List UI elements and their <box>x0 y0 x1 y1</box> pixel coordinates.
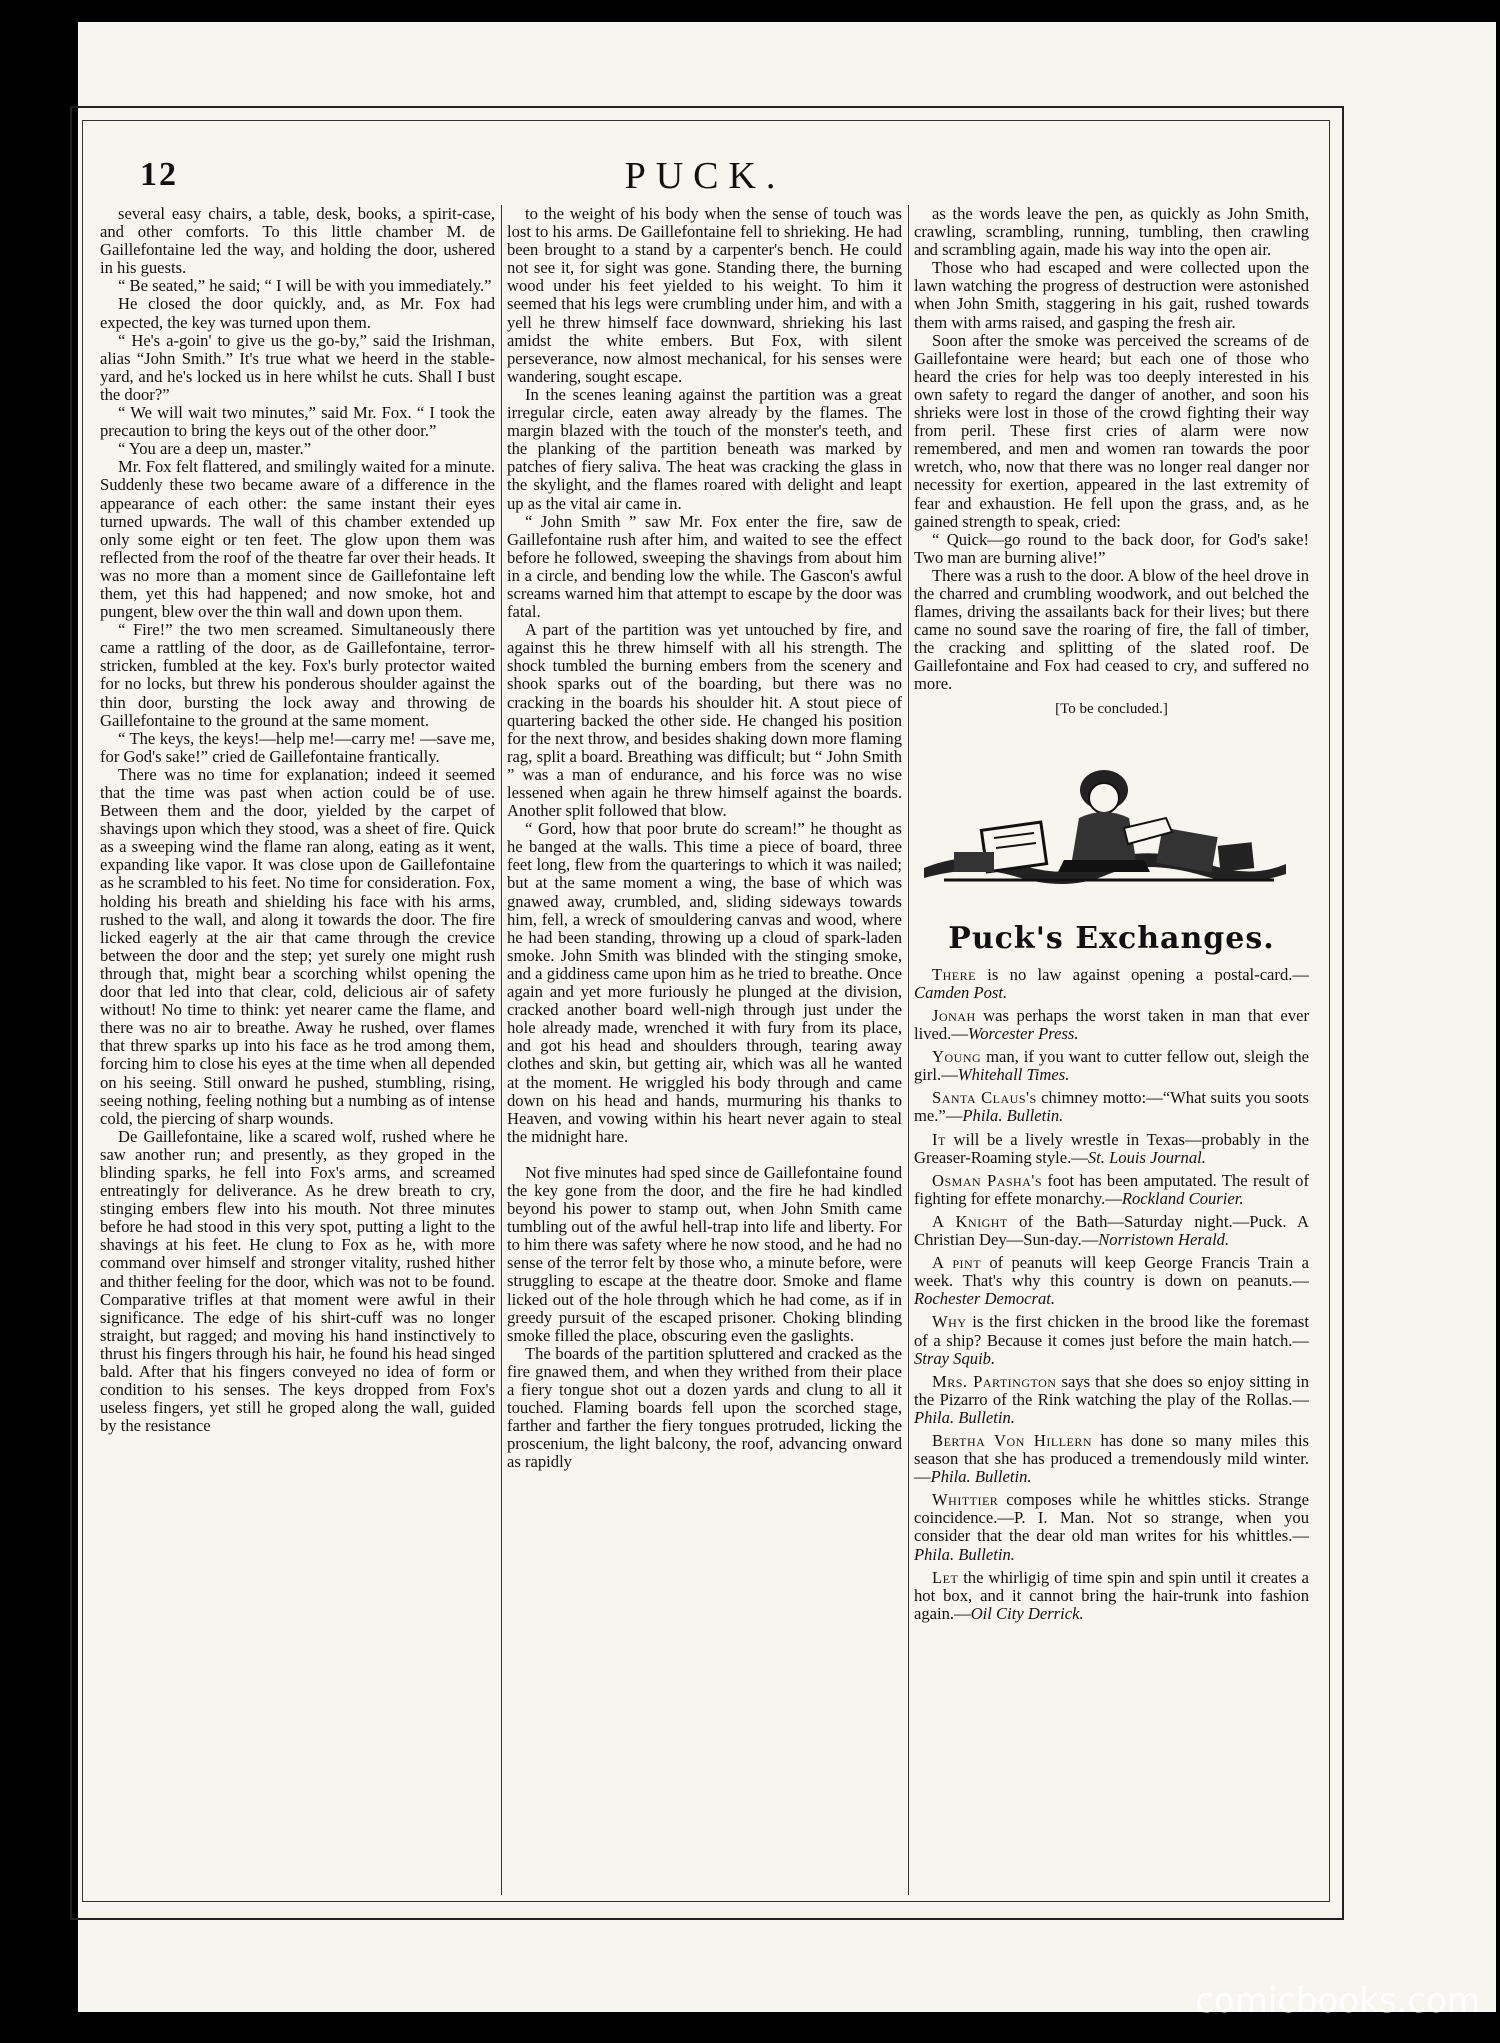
exchange-lead: Mrs. Partington <box>932 1371 1057 1391</box>
exchange-source: Camden Post. <box>914 982 1008 1002</box>
exchange-text: of peanuts will keep George Francis Train a week. That's why this country is down on peanuts.— <box>914 1253 1309 1291</box>
masthead-title: PUCK. <box>624 155 786 197</box>
paragraph: In the scenes leaning against the partition was a great irregular circle, eaten away already by the flames. The margin blazed with the touch of the monster's teeth, and the planking of the partition beneath was marked by patches of fiery saliva. The heat was cracking the glass in the skylight, and the flames roared with delight and leapt up as the vital air came in. <box>507 384 902 513</box>
paragraph: He closed the door quickly, and, as Mr. Fox had expected, the key was turned upon them. <box>100 294 495 332</box>
exchange-source: St. Louis Journal. <box>1087 1147 1206 1167</box>
exchange-item <box>914 1131 1309 1167</box>
exchange-item <box>914 1007 1309 1043</box>
paragraph: Mr. Fox felt flattered, and smilingly waited for a minute. Suddenly these two became aware of a difference in the appearance of each other: the same instant their eyes turned upwards. The wall of this chamber extended up only some eight or ten feet. The glow upon them was reflected from the roof of the theatre far over their heads. It was no more than a moment since de Gaillefontaine left them, yet this had happened; and now smoke, hot and pungent, blew over the thin wall and down upon them. <box>100 457 495 622</box>
exchange-lead: Young <box>932 1047 982 1067</box>
exchange-item <box>914 966 1309 1002</box>
exchange-lead: Osman Pasha's <box>932 1170 1043 1190</box>
exchange-text: foot has been amputated. The result of fighting for effete monarchy.— <box>914 1170 1309 1208</box>
exchange-lead: It <box>932 1129 946 1149</box>
exchange-text: the whirligig of time spin and spin until it creates a hot box, and it cannot bring the hair-trunk into fashion again.— <box>914 1567 1309 1623</box>
exchange-text: chimney motto:—“What suits you soots me.”— <box>914 1088 1309 1126</box>
exchange-item <box>914 1373 1309 1427</box>
paragraph: “ Quick—go round to the back door, for God's sake! Two man are burning alive!” <box>914 529 1309 567</box>
paragraph: “ He's a-goin' to give us the go-by,” said the Irishman, alias “John Smith.” It's true what we heerd in the stable-yard, and he's locked us in here whilst he cuts. Shall I bust the door?” <box>100 330 495 404</box>
exchange-item <box>914 1172 1309 1208</box>
paragraph: “ Be seated,” he said; “ I will be with you immediately.” <box>118 276 492 296</box>
exchange-lead: Santa Claus's <box>932 1088 1037 1108</box>
exchange-source: Oil City Derrick. <box>970 1603 1084 1623</box>
paragraph: The boards of the partition spluttered and cracked as the fire gnawed them, and when they writhed from their place a fiery tongue shot out a dozen yards and clung to all it touched. Flaming boards fell upon the scorched stage, farther and farther the fiery tongues protruded, licking the proscenium, the light balcony, the roof, advancing onward as rapidly <box>507 1343 902 1472</box>
exchange-item <box>914 1313 1309 1367</box>
paragraph: De Gaillefontaine, like a scared wolf, rushed where he saw another run; and presently, as they groped in the blinding sparks, he fell into Fox's arms, and screamed entreatingly for deliverance. As he drew breath to cry, stinging embers flew into his mouth. Not three minutes before he had stood in this very spot, putting a light to the shavings at his feet. He clung to Fox as he, with more command over himself and stronger vitality, rushed hither and thither feeling for the door, which was not to be found. Comparative trifles at that moment were awful in their significance. The edge of his shirt-cuff was no longer straight, but ragged; and moving his hand instinctively to thrust his fingers through his hair, he found his head singed bald. After that his fingers conveyed no idea of form or condition to his senses. The keys dropped from Fox's useless fingers, yet still he groped along the wall, guided by the resistance <box>100 1126 495 1436</box>
exchange-source: Phila. Bulletin. <box>930 1467 1032 1487</box>
exchange-text: man, if you want to cutter fellow out, sleigh the girl.— <box>914 1047 1309 1085</box>
exchange-text: of the Bath—Saturday night.—Puck. A Christian Dey—Sun-day.— <box>914 1211 1309 1250</box>
column-2 <box>507 205 902 1895</box>
exchange-source: Rockland Courier. <box>1121 1188 1244 1208</box>
column-rule <box>501 205 502 1895</box>
paragraph: A part of the partition was yet untouched by fire, and against this he threw himself with all his strength. The shock tumbled the burning embers from the scenery and shook sparks out of the boarding, but there was no cracking in the boards his shoulder hit. A stout piece of quartering backed the other side. He changed his position for the next throw, and besides shaking down more flaming rag, split a board. Breathing was difficult; but “ John Smith ” was a man of endurance, and his force was no wise lessened when again he threw himself against the boards. Another split followed that blow. <box>507 620 902 821</box>
paragraph: “ Gord, how that poor brute do scream!” he thought as he banged at the walls. This time a piece of board, three feet long, flew from the quarterings to which it was nailed; but at the same moment a wing, the base of which was gnawed away, crumbled, and, sliding sideways towards him, fell, a wreck of smouldering canvas and wood, where he had been standing, throwing up a cloud of spark-laden smoke. John Smith was blinded with the stinging smoke, and a giddiness came upon him as he tried to breathe. Once again and yet more furiously he plunged at the division, cracked another board well-nigh through just under the hole already made, wrenched it with fury from its place, and got his head and shoulders through, tearing away clothes and skin, but getting air, which was all he wanted at the moment. He wriggled his body through and came down on his head and hands, murmuring his thanks to Heaven, and vowing within his heart never again to steal the midnight hare. <box>507 819 902 1146</box>
exchanges-list <box>914 966 1309 1623</box>
site-watermark: comicbooks.com <box>1195 1981 1480 2021</box>
exchange-lead: There <box>932 964 976 984</box>
continuation-note: [To be concluded.] <box>1055 700 1168 717</box>
column-1 <box>100 205 495 1895</box>
paragraph: Not five minutes had sped since de Gaillefontaine found the key gone from the door, and the fire he had kindled beyond his power to stamp out, when John Smith came tumbling out of the awful hell-trap into life and liberty. For to him there was safety where he now stood, and he had no sense of the terror felt by those who, a minute before, were struggling to escape at the theatre door. Smoke and flame licked out of the hole through which he had come, as if in greedy pursuit of the escaped prisoner. Choking blinding smoke filled the place, obscuring even the gaslights. <box>507 1162 902 1345</box>
exchange-source: Stray Squib. <box>914 1348 996 1368</box>
exchange-lead: A Knight <box>932 1211 1008 1231</box>
exchanges-heading: Puck's Exchanges. <box>948 920 1275 956</box>
exchange-source: Phila. Bulletin. <box>962 1106 1064 1126</box>
exchange-source: Norristown Herald. <box>1098 1230 1230 1250</box>
paragraph: Soon after the smoke was perceived the screams of de Gaillefontaine were heard; but each one of those who heard the cries for help was too deeply interested in his own safety to regard the danger of another, and soon his shrieks were lost in those of the crowd fighting their way from peril. These first cries of alarm were now remembered, and men and women ran towards the poor wretch, who, now that there was no longer real danger nor necessity for exertion, appeared in the last extremity of fear and exhaustion. He fell upon the grass, and, as he gained strength to speak, cried: <box>914 330 1309 531</box>
page-header <box>110 150 1300 200</box>
paragraph: several easy chairs, a table, desk, books, a spirit-case, and other comforts. To this little chamber M. de Gaillefontaine led the way, and holding the door, ushered in his guests. <box>100 205 495 278</box>
puck-vignette-illustration <box>914 748 1294 908</box>
exchange-lead: Whittier <box>932 1490 999 1510</box>
paragraph: There was no time for explanation; indeed it seemed that the time was past when action could be of use. Between them and the door, yielded by the carpet of shavings upon which they stood, was a sheet of fire. Quick as a sweeping wind the flame ran along, eating as it went, expanding like vapor. It was close upon de Gaillefontaine as he scrambled to his feet. No time for consideration. Fox, holding his breath and shielding his face with his arms, rushed to the wall, and along it towards the door. The fire licked eagerly at the air that came through the crevice between the door and the step; yet surely one might rush through that, might bear a scorching whilst opening the door that led into that clear, cold, delicious air of safety without! No time to think: yet nearer came the flame, and there was no air to breathe. Away he rushed, over flames that threw sparks up into his face as he trod among them, forcing him to close his eyes at the time when all depended on his seeing. Still onward he pushed, stumbling, rising, seeing nothing, feeling nothing but a numbing as of intense cold, the piercing of sharp wounds. <box>100 764 495 1128</box>
article-columns <box>100 205 1310 1895</box>
exchange-item <box>914 1048 1309 1084</box>
paragraph: as the words leave the pen, as quickly as John Smith, crawling, scrambling, running, tumbling, then crawling and scrambling again, made his way into the open air. <box>914 205 1309 260</box>
exchange-lead: Let <box>932 1567 959 1587</box>
exchange-item <box>914 1089 1309 1125</box>
paragraph: to the weight of his body when the sense of touch was lost to his arms. De Gaillefontaine fell to shrieking. He had been brought to a stand by a carpenter's bench. He could not see it, for sight was gone. Standing there, the burning wood under his feet yielded to his weight. To him it seemed that his legs were crumbling under him, and with a yell he threw himself face downward, shrieking his last amidst the white embers. But Fox, with silent perseverance, now almost mechanical, for his senses were wandering, sought escape. <box>507 205 902 386</box>
column-rule <box>908 205 909 1895</box>
exchange-item <box>914 1491 1309 1563</box>
paragraph: “ Fire!” the two men screamed. Simultaneously there came a rattling of the door, as de Gaillefontaine, terror-stricken, fumbled at the key. Fox's burly protector waited for no locks, but threw his ponderous shoulder against the thin door, bursting the lock away and throwing de Gaillefontaine to the ground at the same moment. <box>100 620 495 730</box>
exchange-lead: Jonah <box>932 1006 976 1025</box>
column-3 <box>914 205 1309 1895</box>
exchange-item <box>914 1213 1309 1249</box>
paragraph: Those who had escaped and were collected upon the lawn watching the progress of destruction were astonished when John Smith, staggering in his gait, rushed towards them with arms raised, and gasping the fresh air. <box>914 258 1309 332</box>
exchange-source: Whitehall Times. <box>957 1065 1070 1085</box>
paragraph: “ The keys, the keys!—help me!—carry me! —save me, for God's sake!” cried de Gaillefontaine frantically. <box>100 728 495 766</box>
exchange-source: Worcester Press. <box>967 1024 1079 1044</box>
paragraph: “ You are a deep un, master.” <box>118 439 312 459</box>
page-number: 12 <box>140 156 178 193</box>
exchange-lead: A pint <box>932 1253 982 1273</box>
exchange-text: says that she does so enjoy sitting in the Pizarro of the Rink watching the play of the Rollas.— <box>914 1371 1309 1409</box>
exchange-text: was perhaps the worst taken in man that ever lived.— <box>914 1006 1309 1044</box>
exchange-source: Phila. Bulletin. <box>914 1407 1015 1427</box>
exchange-source: Rochester Democrat. <box>914 1289 1056 1309</box>
paragraph: “ John Smith ” saw Mr. Fox enter the fire, saw de Gaillefontaine rush after him, and waited to see the effect before he followed, sweeping the shavings from about him in a circle, and bending low the while. The Gascon's awful screams warned him that attempt to escape by the door was fatal. <box>507 511 902 622</box>
exchange-source: Phila. Bulletin. <box>914 1544 1015 1564</box>
exchange-text: composes while he whittles sticks. Strange coincidence.—P. I. Man. Not so strange, when you consider that the dear old man writes for his whittles.— <box>914 1490 1309 1546</box>
exchange-lead: Why <box>932 1312 967 1332</box>
exchange-item <box>914 1432 1309 1486</box>
exchange-item <box>914 1254 1309 1308</box>
exchange-text: is the first chicken in the brood like the foremast of a ship? Because it comes just before the main hatch.— <box>914 1312 1309 1350</box>
exchange-item <box>914 1569 1309 1623</box>
exchange-text: has done so many miles this season that she has produced a tremendously mild winter.— <box>914 1430 1309 1487</box>
exchange-text: will be a lively wrestle in Texas—probably in the Greaser-Roaming style.— <box>914 1129 1309 1167</box>
exchange-lead: Bertha Von Hillern <box>932 1430 1093 1450</box>
paragraph: There was a rush to the door. A blow of the heel drove in the charred and crumbling woodwork, and out belched the flames, driving the assailants back for their lives; but there came no sound save the roaring of fire, the fall of timber, the cracking and splitting of the slated roof. De Gaillefontaine and Fox had ceased to cry, and suffered no more. <box>914 565 1309 694</box>
exchange-text: is no law against opening a postal-card.— <box>975 964 1309 984</box>
paragraph: “ We will wait two minutes,” said Mr. Fox. “ I took the precaution to bring the keys out of the other door.” <box>100 403 495 441</box>
